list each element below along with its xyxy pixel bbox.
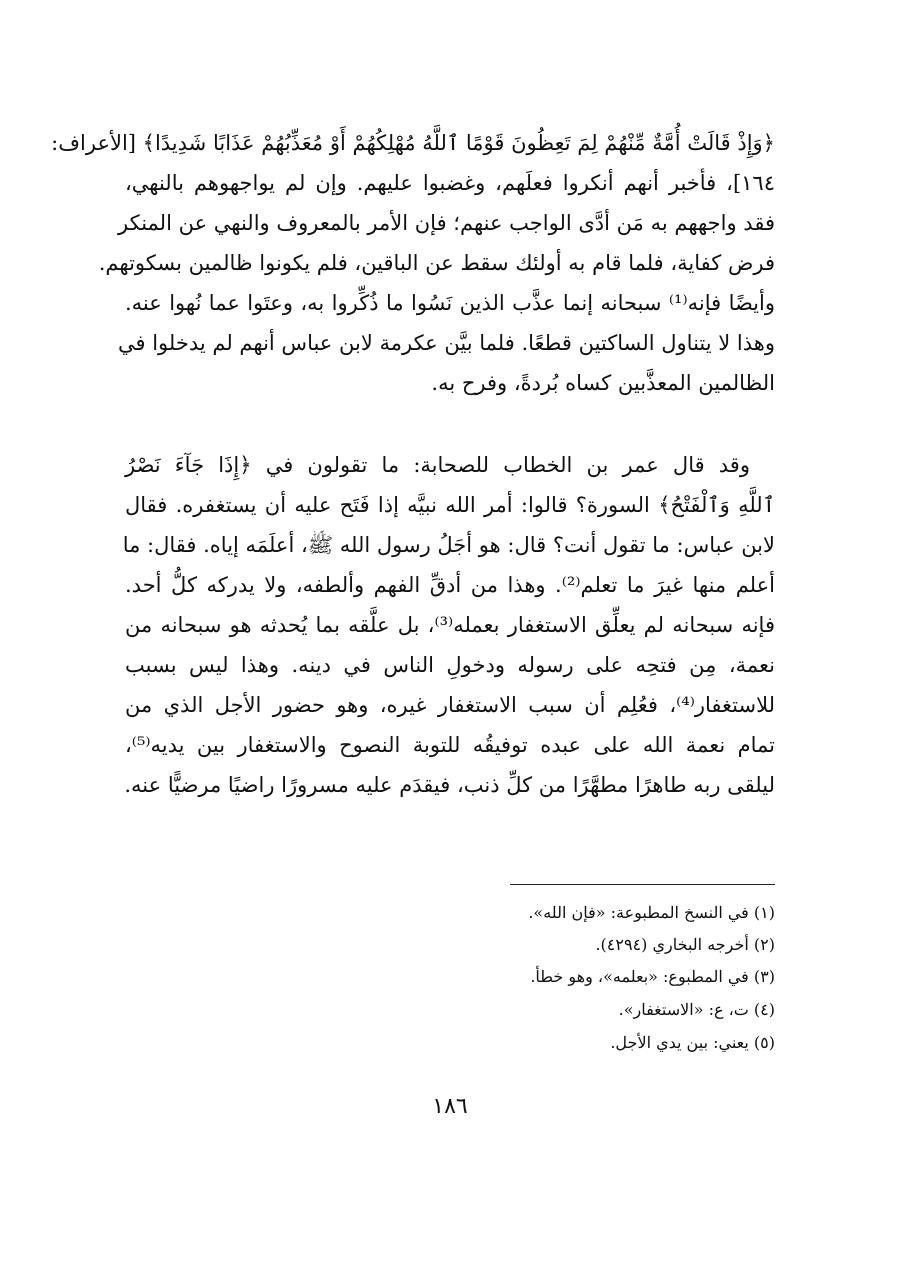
- text-line: وأيضًا فإنه⁽¹⁾ سبحانه إنما عذَّب الذين نَسُوا ما ذُكِّروا به، وعتَوا عما نُهوا عنه.: [125, 291, 775, 315]
- text-line: ﴿وَإِذْ قَالَتْ أُمَّةٌ مِّنْهُمْ لِمَ تَعِظُونَ قَوْمًا ٱللَّهُ مُهْلِكُهُمْ أَوْ مُعَذِّبُهُمْ عَذَابًا شَدِيدًا﴾ [الأعراف:: [51, 131, 775, 155]
- text-line: ٱللَّهِ وَٱلْفَتْحُ﴾ السورة؟ قالوا: أمر الله نبيَّه إذا فَتَح عليه أن يستغفره. فقال: [125, 493, 775, 517]
- page-number: ١٨٦: [432, 1094, 468, 1119]
- text-line: ليلقى ربه طاهرًا مطهَّرًا من كلِّ ذنب، فيقدَم عليه مسرورًا راضيًا مرضيًّا عنه.: [124, 773, 775, 797]
- footnote-divider: [510, 884, 775, 885]
- footnote: (٤) ت، ع: «الاستغفار».: [618, 1000, 775, 1019]
- text-line: فقد واجههم به مَن أدَّى الواجب عنهم؛ فإن الأمر بالمعروف والنهي عن المنكر: [118, 211, 775, 235]
- footnote: (١) في النسخ المطبوعة: «فإن الله».: [528, 903, 775, 922]
- text-line: ١٦٤]، فأخبر أنهم أنكروا فعلَهم، وغضبوا عليهم. وإن لم يواجهوهم بالنهي،: [125, 171, 775, 195]
- text-line: فرض كفاية، فلما قام به أولئك سقط عن الباقين، فلم يكونوا ظالمين بسكوتهم.: [98, 251, 775, 275]
- text-line: أعلم منها غيرَ ما تعلم⁽²⁾. وهذا من أدقِّ الفهم وألطفه، ولا يدركه كلُّ أحد.: [125, 573, 775, 597]
- text-line: فإنه سبحانه لم يعلِّق الاستغفار بعمله⁽³⁾، بل علَّقه بما يُحدثه هو سبحانه من: [125, 613, 775, 637]
- text-line: تمام نعمة الله على عبده توفيقُه للتوبة النصوح والاستغفار بين يديه⁽⁵⁾،: [125, 733, 775, 757]
- footnote: (٢) أخرجه البخاري (٤٢٩٤).: [595, 935, 775, 954]
- text-line: نعمة، مِن فتحِه على رسوله ودخولِ الناس في دينه. وهذا ليس بسبب: [125, 653, 775, 677]
- text-line: الظالمين المعذَّبين كساه بُردةً، وفرح به.: [431, 371, 775, 395]
- text-line: وهذا لا يتناول الساكتين قطعًا. فلما بيَّن عكرمة لابن عباس أنهم لم يدخلوا في: [118, 331, 775, 355]
- text-line: وقد قال عمر بن الخطاب للصحابة: ما تقولون في ﴿إِذَا جَآءَ نَصْرُ: [125, 453, 750, 477]
- text-line: لابن عباس: ما تقول أنت؟ قال: هو أجَلُ رسول الله ﷺ، أعلَمَه إياه. فقال: ما: [122, 533, 775, 557]
- footnote: (٥) يعني: بين يدي الأجل.: [610, 1033, 775, 1052]
- footnote: (٣) في المطبوع: «بعلمه»، وهو خطأ.: [530, 967, 775, 986]
- text-line: للاستغفار⁽⁴⁾، فعُلِم أن سبب الاستغفار غيره، وهو حضور الأجل الذي من: [125, 693, 775, 717]
